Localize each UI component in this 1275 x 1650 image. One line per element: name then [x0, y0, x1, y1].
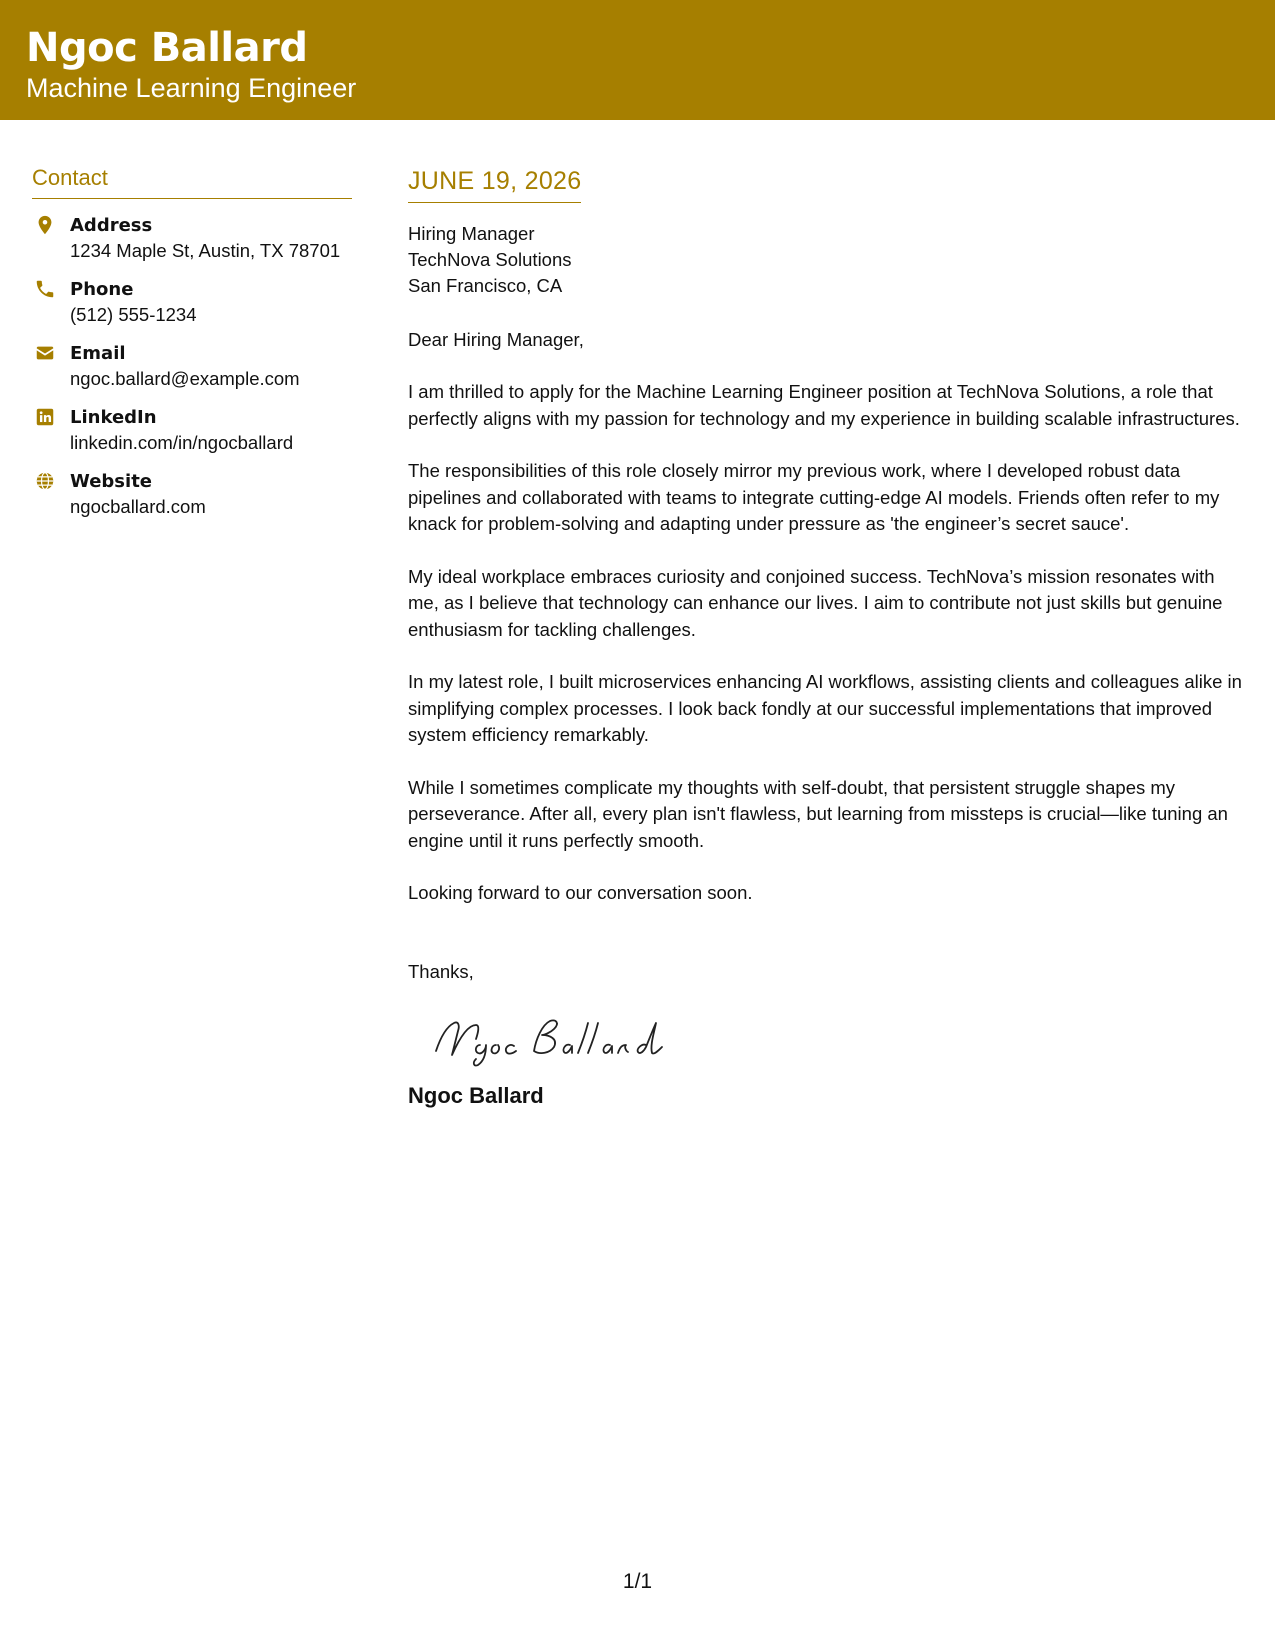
- page-number: 1/1: [622, 1570, 653, 1593]
- contact-item-email: [32, 341, 352, 391]
- contact-text: [70, 213, 340, 263]
- letter-paragraph: While I sometimes complicate my thoughts with self-doubt, that persistent struggle shapes my perseverance. After all, every plan isn't flawless, but learning from missteps is crucial—like tuning an engine until it runs perfectly smooth.: [408, 776, 1228, 851]
- letter-paragraph: My ideal workplace embraces curiosity and conjoined success. TechNova’s mission resonates with me, as I believe that technology can enhance our lives. I aim to contribute not just skills but genuine enthusiasm for tackling challenges.: [408, 565, 1223, 640]
- contact-label: LinkedIn: [70, 407, 157, 428]
- contact-item-phone: [32, 277, 352, 327]
- contact-value: (512) 555-1234: [70, 304, 197, 325]
- map-pin-icon: [34, 214, 56, 236]
- closing-text: Thanks,: [408, 960, 474, 982]
- header-banner: [0, 0, 1275, 120]
- contact-value: ngoc.ballard@example.com: [70, 368, 300, 389]
- phone-icon: [34, 278, 56, 300]
- globe-icon: [34, 470, 56, 492]
- contact-item-website: [32, 469, 352, 519]
- contact-label: Address: [70, 215, 153, 236]
- applicant-title: Machine Learning Engineer: [26, 73, 357, 103]
- applicant-name: Ngoc Ballard: [26, 25, 308, 71]
- envelope-icon: [34, 342, 56, 364]
- contact-text: [70, 341, 300, 391]
- salutation: Dear Hiring Manager,: [408, 329, 584, 350]
- contact-text: [70, 469, 206, 519]
- contact-label: Website: [70, 471, 153, 492]
- letter-paragraph: In my latest role, I built microservices enhancing AI workflows, assisting clients and colleagues alike in simplifying complex processes. I look back fondly at our successful implementations that improved system efficiency remarkably.: [408, 671, 1242, 745]
- contact-label: Phone: [70, 279, 134, 300]
- letter-date: JUNE 19, 2026: [408, 164, 581, 203]
- recipient-line: Hiring Manager: [408, 223, 535, 244]
- contact-item-linkedin: [32, 405, 352, 455]
- handwritten-signature: [430, 1009, 1248, 1069]
- contact-text: [70, 277, 197, 327]
- signed-name: Ngoc Ballard: [408, 1082, 544, 1108]
- contact-item-address: [32, 213, 352, 263]
- recipient-line: TechNova Solutions: [408, 249, 572, 270]
- contact-value: linkedin.com/in/ngocballard: [70, 432, 294, 453]
- contact-sidebar: [32, 162, 352, 533]
- letter-paragraph: Looking forward to our conversation soon.: [408, 882, 753, 903]
- contact-label: Email: [70, 343, 126, 364]
- contact-value: 1234 Maple St, Austin, TX 78701: [70, 240, 341, 261]
- letter-paragraph: I am thrilled to apply for the Machine Learning Engineer position at TechNova Solutions, a role that perfectly aligns with my passion for technology and my experience in building scalable infrastructures.: [408, 381, 1240, 429]
- recipient-line: San Francisco, CA: [408, 275, 563, 296]
- recipient-block: [408, 221, 1248, 299]
- contact-text: [70, 405, 293, 455]
- contact-value: ngocballard.com: [70, 496, 206, 517]
- letter-body: [408, 164, 1248, 1111]
- linkedin-icon: [34, 406, 56, 428]
- contact-section-title: Contact: [32, 162, 352, 199]
- letter-paragraph: The responsibilities of this role closely mirror my previous work, where I developed robust data pipelines and collaborated with teams to integrate cutting-edge AI models. Friends often refer to my knack for problem-solving and adapting under pressure as 'the engineer’s secret sauce'.: [408, 460, 1220, 534]
